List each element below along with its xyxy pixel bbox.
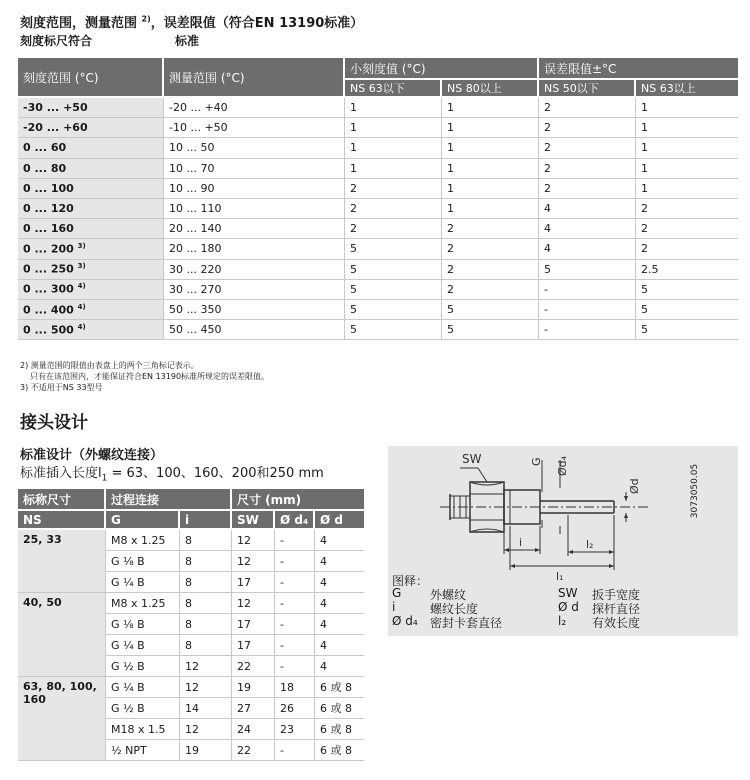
- legend-sym-i: i: [392, 600, 396, 614]
- cell-d: 2: [636, 219, 738, 239]
- legend-desc-i: 螺纹长度: [430, 602, 479, 616]
- cell-a: 1: [345, 159, 442, 179]
- cell-c: 2: [539, 159, 636, 179]
- cell-d: 4: [315, 572, 364, 593]
- cell-range: 0 ... 250 $^{3)}$: [18, 260, 164, 280]
- cell-d: 6 或 8: [315, 719, 364, 740]
- cell-a: 2: [345, 179, 442, 199]
- cell-d: 4: [315, 551, 364, 572]
- table-row: [18, 239, 738, 259]
- cell-range: 0 ... 80: [18, 159, 164, 179]
- table-row: [18, 138, 738, 158]
- table-row: [18, 530, 364, 551]
- cell-meas: 10 ... 70: [164, 159, 345, 179]
- legend-title: 图释：: [392, 574, 429, 588]
- cell-d4: -: [275, 614, 315, 635]
- cell-c: 2: [539, 98, 636, 118]
- cell-i: 19: [180, 740, 232, 761]
- cell-g: G ¼ B: [106, 677, 180, 698]
- cell-a: 5: [345, 260, 442, 280]
- cell-d: 1: [636, 179, 738, 199]
- cell-i: 12: [180, 719, 232, 740]
- cell-a: 1: [345, 98, 442, 118]
- cell-range: 0 ... 200 $^{3)}$: [18, 239, 164, 259]
- legend-sym-g: G: [392, 586, 402, 600]
- col-header-ns50: NS 50以下: [539, 80, 636, 98]
- legend-desc-od4: 密封卡套直径: [430, 616, 503, 630]
- cell-g: G ¼ B: [106, 635, 180, 656]
- cell-ns: 40, 50: [18, 593, 106, 677]
- cell-d4: -: [275, 656, 315, 677]
- footnote-2: 2) 测量范围的限值由表盘上的两个三角标记表示。: [20, 361, 199, 370]
- cell-a: 5: [345, 280, 442, 300]
- cell-sw: 19: [232, 677, 275, 698]
- cell-b: 1: [442, 159, 539, 179]
- cell-d: 6 或 8: [315, 698, 364, 719]
- col-header-g: G: [106, 511, 180, 530]
- cell-meas: -20 ... +40: [164, 98, 345, 118]
- cell-g: M8 x 1.25: [106, 593, 180, 614]
- cell-i: 8: [180, 551, 232, 572]
- cell-g: G ½ B: [106, 698, 180, 719]
- cell-d4: -: [275, 572, 315, 593]
- section-title: 刻度范围，测量范围 $^{2)}$，误差限值（符合EN 13190标准）: [20, 14, 364, 31]
- col-header-dims: 尺寸 (mm): [232, 489, 364, 511]
- cell-d: 5: [636, 280, 738, 300]
- cell-a: 5: [345, 300, 442, 320]
- footnote-2-cont: 只有在该范围内，才能保证符合EN 13190标准所规定的误差限值。: [30, 372, 270, 381]
- cell-meas: 10 ... 90: [164, 179, 345, 199]
- table-row: [18, 98, 738, 118]
- label-l1: l₁: [556, 570, 564, 583]
- col-header-od4: Ø d₄: [275, 511, 315, 530]
- cell-g: ½ NPT: [106, 740, 180, 761]
- section-subtitle: 刻度标尺符合 标准: [20, 34, 200, 48]
- cell-d: 4: [315, 635, 364, 656]
- cell-range: 0 ... 160: [18, 219, 164, 239]
- cell-b: 1: [442, 138, 539, 158]
- cell-meas: 50 ... 350: [164, 300, 345, 320]
- table-row: [18, 280, 738, 300]
- cell-meas: 50 ... 450: [164, 320, 345, 340]
- col-header-i: i: [180, 511, 232, 530]
- standard-design-heading: 标准设计（外螺纹连接）: [20, 448, 164, 463]
- col-header-od: Ø d: [315, 511, 364, 530]
- cell-d4: -: [275, 593, 315, 614]
- cell-a: 5: [345, 239, 442, 259]
- cell-g: G ½ B: [106, 656, 180, 677]
- cell-d: 5: [636, 300, 738, 320]
- table-row: [18, 677, 364, 698]
- cell-b: 2: [442, 260, 539, 280]
- cell-range: 0 ... 500 $^{4)}$: [18, 320, 164, 340]
- cell-meas: -10 ... +50: [164, 118, 345, 138]
- cell-meas: 10 ... 50: [164, 138, 345, 158]
- label-od: Ød: [628, 478, 641, 494]
- cell-i: 8: [180, 635, 232, 656]
- cell-range: 0 ... 400 $^{4)}$: [18, 300, 164, 320]
- cell-d: 2: [636, 199, 738, 219]
- cell-d: 1: [636, 159, 738, 179]
- cell-meas: 10 ... 110: [164, 199, 345, 219]
- cell-d: 4: [315, 614, 364, 635]
- legend-sym-sw: SW: [558, 586, 578, 600]
- cell-d: 1: [636, 98, 738, 118]
- label-sw: SW: [462, 452, 482, 466]
- cell-range: 0 ... 100: [18, 179, 164, 199]
- col-header-sw: SW: [232, 511, 275, 530]
- table-row: [18, 118, 738, 138]
- cell-c: 5: [539, 260, 636, 280]
- legend-desc-g: 外螺纹: [430, 588, 467, 602]
- cell-d4: -: [275, 740, 315, 761]
- table-row: [18, 300, 738, 320]
- cell-sw: 22: [232, 656, 275, 677]
- cell-d: 2.5: [636, 260, 738, 280]
- cell-d4: -: [275, 635, 315, 656]
- col-header-nominal: 标称尺寸: [18, 489, 106, 511]
- connection-design-heading: 接头设计: [20, 413, 88, 433]
- cell-c: 2: [539, 179, 636, 199]
- cell-i: 12: [180, 677, 232, 698]
- cell-b: 2: [442, 239, 539, 259]
- cell-sw: 17: [232, 614, 275, 635]
- cell-d4: -: [275, 551, 315, 572]
- cell-range: 0 ... 60: [18, 138, 164, 158]
- cell-g: M18 x 1.5: [106, 719, 180, 740]
- cell-sw: 24: [232, 719, 275, 740]
- cell-sw: 12: [232, 551, 275, 572]
- cell-range: 0 ... 120: [18, 199, 164, 219]
- cell-d: 6 或 8: [315, 740, 364, 761]
- cell-i: 12: [180, 656, 232, 677]
- cell-a: 2: [345, 219, 442, 239]
- label-l2: l₂: [586, 538, 594, 551]
- cell-d4: 23: [275, 719, 315, 740]
- label-i: i: [519, 536, 523, 549]
- legend-desc-l2: 有效长度: [592, 616, 641, 630]
- table-row: [18, 593, 364, 614]
- cell-d: 4: [315, 593, 364, 614]
- cell-g: G ⅛ B: [106, 614, 180, 635]
- cell-meas: 20 ... 140: [164, 219, 345, 239]
- cell-a: 5: [345, 320, 442, 340]
- legend-sym-od4: Ø d₄: [392, 614, 418, 628]
- legend-desc-od: 探杆直径: [592, 602, 641, 616]
- cell-b: 2: [442, 219, 539, 239]
- cell-d4: -: [275, 530, 315, 551]
- col-header-scale-value: 小刻度值 (°C): [345, 58, 539, 80]
- cell-g: G ⅛ B: [106, 551, 180, 572]
- cell-b: 1: [442, 179, 539, 199]
- cell-meas: 30 ... 270: [164, 280, 345, 300]
- cell-c: -: [539, 320, 636, 340]
- col-header-measuring: 测量范围 (°C): [164, 58, 345, 98]
- cell-range: 0 ... 300 $^{4)}$: [18, 280, 164, 300]
- connection-drawing-panel: [388, 446, 738, 636]
- cell-sw: 22: [232, 740, 275, 761]
- cell-sw: 12: [232, 530, 275, 551]
- cell-d: 4: [315, 656, 364, 677]
- table-row: [18, 320, 738, 340]
- cell-meas: 30 ... 220: [164, 260, 345, 280]
- col-header-ns63-up: NS 63以上: [636, 80, 738, 98]
- cell-c: 2: [539, 118, 636, 138]
- cell-c: 2: [539, 138, 636, 158]
- label-g: G: [530, 457, 543, 466]
- cell-b: 5: [442, 320, 539, 340]
- cell-g: M8 x 1.25: [106, 530, 180, 551]
- cell-a: 1: [345, 118, 442, 138]
- cell-i: 8: [180, 530, 232, 551]
- cell-a: 1: [345, 138, 442, 158]
- cell-d: 5: [636, 320, 738, 340]
- cell-i: 8: [180, 593, 232, 614]
- scale-range-table: [18, 58, 738, 340]
- cell-c: 4: [539, 199, 636, 219]
- cell-sw: 27: [232, 698, 275, 719]
- cell-i: 8: [180, 572, 232, 593]
- cell-range: -30 ... +50: [18, 98, 164, 118]
- cell-d4: 26: [275, 698, 315, 719]
- cell-range: -20 ... +60: [18, 118, 164, 138]
- table-row: [18, 260, 738, 280]
- cell-b: 1: [442, 118, 539, 138]
- cell-b: 2: [442, 280, 539, 300]
- table-row: [18, 179, 738, 199]
- cell-c: -: [539, 280, 636, 300]
- legend-desc-sw: 扳手宽度: [592, 588, 641, 602]
- col-header-ns80: NS 80以上: [442, 80, 539, 98]
- col-header-ns63: NS 63以下: [345, 80, 442, 98]
- connection-table: [18, 489, 364, 761]
- cell-d: 1: [636, 118, 738, 138]
- cell-d4: 18: [275, 677, 315, 698]
- cell-meas: 20 ... 180: [164, 239, 345, 259]
- cell-g: G ¼ B: [106, 572, 180, 593]
- cell-i: 8: [180, 614, 232, 635]
- cell-sw: 17: [232, 572, 275, 593]
- cell-a: 2: [345, 199, 442, 219]
- table-row: [18, 159, 738, 179]
- cell-d: 6 或 8: [315, 677, 364, 698]
- cell-i: 14: [180, 698, 232, 719]
- cell-c: 4: [539, 219, 636, 239]
- table-row: [18, 199, 738, 219]
- col-header-process: 过程连接: [106, 489, 232, 511]
- cell-c: -: [539, 300, 636, 320]
- cell-ns: 25, 33: [18, 530, 106, 593]
- cell-d: 2: [636, 239, 738, 259]
- footnote-3: 3) 不适用于NS 33型号: [20, 383, 103, 392]
- insertion-length-text: 标准插入长度$l_1 = 63$、100、160、200和250 mm: [20, 466, 324, 484]
- footnotes: [20, 360, 269, 393]
- cell-c: 4: [539, 239, 636, 259]
- label-od4: Ød₄: [556, 455, 569, 476]
- col-header-ns: NS: [18, 511, 106, 530]
- cell-b: 1: [442, 199, 539, 219]
- cell-d: 1: [636, 138, 738, 158]
- cell-d: 4: [315, 530, 364, 551]
- table-row: [18, 219, 738, 239]
- cell-b: 5: [442, 300, 539, 320]
- col-header-range: 刻度范围 (°C): [18, 58, 164, 98]
- cell-sw: 17: [232, 635, 275, 656]
- cell-ns: 63, 80, 100, 160: [18, 677, 106, 761]
- document-number: 3073050.05: [690, 463, 701, 519]
- legend-sym-od: Ø d: [558, 600, 579, 614]
- col-header-error-limit: 误差限值±°C: [539, 58, 738, 80]
- legend-sym-l2: l₂: [558, 614, 567, 628]
- cell-b: 1: [442, 98, 539, 118]
- cell-sw: 12: [232, 593, 275, 614]
